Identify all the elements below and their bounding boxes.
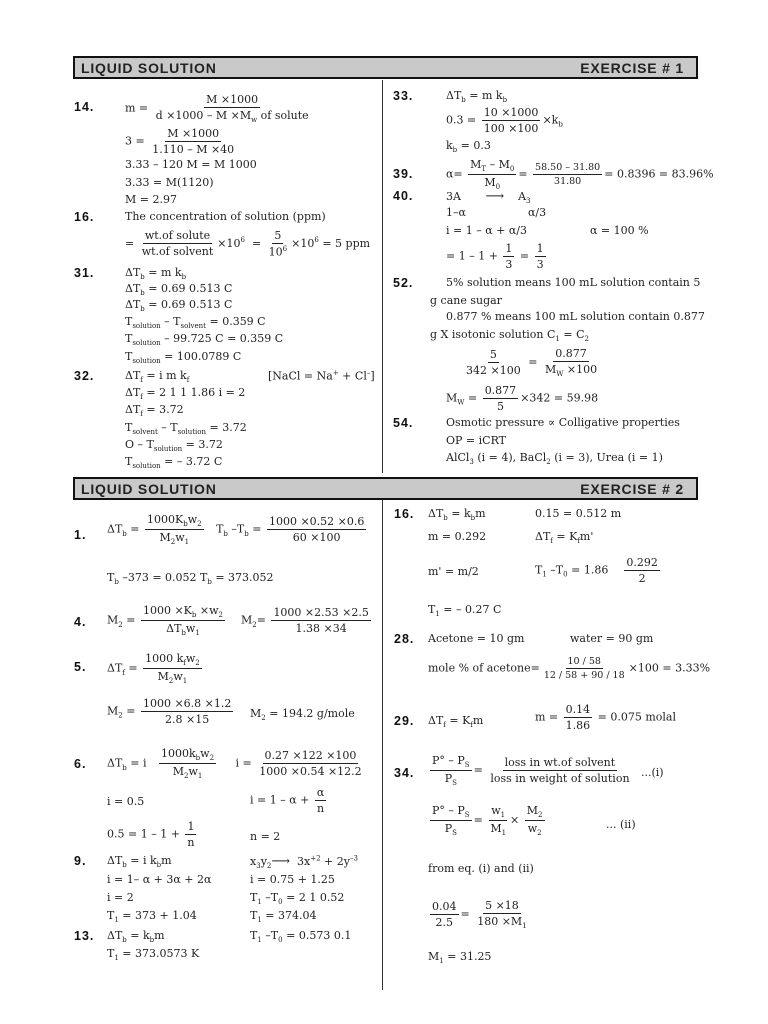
question-number: 9.	[74, 854, 87, 868]
q31-line-5: $T_{solution} - 99.725$ C = 0.359 C	[125, 332, 284, 348]
column-divider	[382, 80, 383, 473]
q32-line-1: $\Delta T_f = i$ m $k_f$	[125, 369, 190, 385]
q13-line-1b: $T_1$ $-T_0 = 0.573$ 0.1	[250, 929, 352, 945]
q39-equation: α= $\frac{M_T - M_0}{M_0}$ = $\frac{58.50 - 31.80}{31.80}$ = 0.8396 = 83.96%	[446, 158, 714, 192]
q54-line-3: AlCl$_3$ (i = 4), BaCl$_2$ (i = 3), Urea (i = 1)	[446, 451, 663, 467]
q34-equation-1: $\frac{P^\circ - P_S}{P_S}$ = loss in wt.of solvent loss in weight of solution	[432, 754, 630, 788]
question-number: 14.	[74, 100, 95, 114]
q5-result: $M_2 = 194.2$ g/mole	[250, 707, 355, 723]
q16b-line-2: m = 0.292	[428, 530, 487, 543]
question-number: 5.	[74, 660, 87, 674]
q32-line-4: $T_{solvent} - T_{solution} = 3.72$	[125, 421, 247, 437]
q14-equation-1: m = M ×1000 $d \times 1000 - M \times M_w$ of solute	[125, 93, 309, 125]
q32-line-5: $O - T_{solution} = 3.72$	[125, 438, 223, 454]
q31-line-1: $\Delta T_b = m$ $k_b$	[125, 266, 187, 282]
q40-line-4: = 1 – 1 + $\frac{1}{3}$ = $\frac{1}{3}$	[446, 242, 544, 271]
q1-line-2: $T_b$ –373 = 0.052 $T_b = 373.052$	[107, 571, 274, 587]
q34-result: $M_1 = 31.25$	[428, 950, 492, 966]
question-number: 29.	[394, 714, 415, 728]
q40-line-1: 3A ⟶ $A_3$	[446, 189, 531, 206]
q28-line-1b: water = 90 gm	[570, 632, 654, 645]
q9-line-1b: $x_3y_2⟶$ $3x^{+2} + 2y^{-3}$	[250, 854, 358, 871]
question-number: 6.	[74, 757, 87, 771]
q33-line-1: $\Delta T_b = m$ $k_b$	[446, 89, 508, 105]
exercise-label: EXERCISE # 1	[580, 60, 684, 76]
exercise-label: EXERCISE # 2	[580, 481, 684, 497]
q32-line-2: $\Delta T_f = 2$ 1 1 1.86 i = 2	[125, 386, 246, 402]
question-number: 33.	[393, 89, 414, 103]
q14-line-5: M = 2.97	[125, 193, 177, 206]
q54-line-2: OP = iCRT	[446, 434, 506, 447]
q16b-line-1b: 0.15 = 0.512 m	[535, 507, 622, 520]
q5-equation: $\Delta T_f$ = 1000 $k_fw_2$ $M_2w_1$	[107, 652, 200, 686]
q16b-line-2b: $\Delta T_f = K_fm'$	[535, 530, 594, 546]
q32-line-3: $\Delta T_f = 3.72$	[125, 403, 184, 419]
reaction-arrow-icon: ⟶	[271, 854, 291, 869]
q6-equation: $\Delta T_b = i$ $1000k_bw_2$ $M_2w_1$ i = $\frac{0.27 \times 122 \times 100}{1000 \times 0.54 \times 12.2}$	[107, 747, 362, 781]
q52-line-3: 0.877 % means 100 mL solution contain 0.877	[446, 310, 705, 323]
question-number: 54.	[393, 416, 414, 430]
q31-line-4: $T_{solution} - T_{solvent} = 0.359$ C	[125, 315, 266, 331]
q34-tag-1: ...(i)	[641, 766, 664, 779]
question-number: 28.	[394, 632, 415, 646]
exercise-1-header	[73, 56, 698, 79]
q40-line-3b: α = 100 %	[590, 224, 649, 237]
q6-line-2b: i = 1 – α + $\frac{\alpha}{n}$	[250, 786, 325, 815]
reaction-arrow-icon: ⟶	[485, 189, 505, 204]
question-number: 1.	[74, 528, 87, 542]
q16b-line-4: $T_1$ = – 0.27 C	[428, 603, 502, 619]
q14-equation-2: 3 = $\frac{M \times 1000}{1.110 - M \times 40}$	[125, 127, 235, 156]
q16b-line-3b: $T_1$ $-T_0 = 1.86$ $\frac{0.292}{2}$	[535, 556, 658, 585]
q14-line-4: 3.33 = M(1120)	[125, 176, 214, 189]
section-title: LIQUID SOLUTION	[81, 481, 217, 497]
q14-line-3: 3.33 – 120 M = M 1000	[125, 158, 257, 171]
q16b-line-3: m' = m/2	[428, 565, 479, 578]
q40-line-2a: 1–α	[446, 206, 466, 219]
q34-line-3: from eq. (i) and (ii)	[428, 862, 534, 875]
q6-line-2: i = 0.5	[107, 795, 145, 808]
q9-line-3b: $T_1$ $-T_0 = 2$ 1 0.52	[250, 891, 345, 907]
q28-line-1: Acetone = 10 gm	[428, 632, 525, 645]
q6-line-3: 0.5 = 1 – 1 + $\frac{1}{n}$	[107, 820, 195, 849]
question-number: 40.	[393, 189, 414, 203]
q34-equation-3: $\frac{0.04}{2.5}$ = $\frac{5 \times 18}{180 \times M_1}$	[432, 899, 527, 931]
question-number: 16.	[74, 210, 95, 224]
question-number: 39.	[393, 167, 414, 181]
q34-tag-2: ... (ii)	[606, 818, 636, 831]
question-number: 4.	[74, 615, 87, 629]
q9-line-2b: i = 0.75 + 1.25	[250, 873, 335, 886]
q9-line-4b: $T_1 = 374.04$	[250, 909, 317, 925]
question-number: 13.	[74, 929, 95, 943]
q31-line-3: $\Delta T_b = 0.69$ 0.513 C	[125, 298, 233, 314]
q5-line-2: $M_2$ = $\frac{1000 \times 6.8 \times 1.2}{2.8 \times 15}$	[107, 697, 232, 726]
q31-line-6: $T_{solution} = 100.0789$ C	[125, 350, 242, 366]
q52-line-4: g X isotonic solution $C_1 = C_2$	[430, 328, 589, 344]
q33-equation: 0.3 = $\frac{10 \times 1000}{100 \times 100}$ $\times k_b$	[446, 106, 563, 135]
q52-line-1: 5% solution means 100 mL solution contain 5	[446, 276, 701, 289]
q29-equation: m = $\frac{0.14}{1.86}$ = 0.075 molal	[535, 703, 677, 732]
q4-equation: $M_2$ = $1000 \times K_b \times w_2$ $\Delta T_bw_1$ $M_2=$ $\frac{1000 \times 2.53 \times 2.5}{1.38 \times 34}$	[107, 604, 369, 638]
question-number: 52.	[393, 276, 414, 290]
q13-line-2: $T_1 = 373.0573$ K	[107, 947, 200, 963]
q29-line-1: $\Delta T_f = K_fm$	[428, 714, 484, 730]
q16-equation: = wt.of solute wt.of solvent $\times 10^6$ = $\frac{5}{10^6}$ $\times 10^6 = 5$ ppm	[125, 229, 371, 259]
q40-line-2b: α/3	[528, 206, 547, 219]
q16-line-1: The concentration of solution (ppm)	[125, 210, 326, 223]
column-divider	[382, 500, 383, 990]
q54-line-1: Osmotic pressure ∝ Colligative properties	[446, 416, 680, 429]
q1-equation: $\Delta T_b$ = $1000K_bw_2$ $M_2w_1$ $T_b$ $-T_b$ = $\frac{1000 \times 0.52 \times 0.6}{60 \times 100}$	[107, 513, 365, 547]
q13-line-1: $\Delta T_b = k_bm$	[107, 929, 165, 945]
q9-line-3: i = 2	[107, 891, 134, 904]
q40-line-3: i = 1 – α + α/3	[446, 224, 527, 237]
exercise-2-header	[73, 477, 698, 500]
q9-line-4: $T_1 = 373 + 1.04$	[107, 909, 197, 925]
q9-line-1: $\Delta T_b = i$ $k_bm$	[107, 854, 172, 870]
q52-line-2: g cane sugar	[430, 294, 502, 307]
q6-line-3b: n = 2	[250, 830, 281, 843]
question-number: 16.	[394, 507, 415, 521]
question-number: 31.	[74, 266, 95, 280]
question-number: 34.	[394, 766, 415, 780]
q34-equation-2: $\frac{P^\circ - P_S}{P_S}$ = $\frac{w_1}{M_1}$ × $\frac{M_2}{w_2}$	[432, 804, 543, 838]
q52-result: $M_W$ = $\frac{0.877}{5}$ ×342 = 59.98	[446, 384, 599, 413]
q16b-line-1: $\Delta T_b = k_bm$	[428, 507, 486, 523]
q31-line-2: $\Delta T_b = 0.69$ 0.513 C	[125, 282, 233, 298]
q32-nacl-note: [NaCl = Na+ + Cl–]	[268, 369, 375, 383]
q33-line-3: $k_b = 0.3$	[446, 139, 491, 155]
q28-equation: mole % of acetone= $\frac{10 / 58}{12 / 58 + 90 / 18}$ ×100 = 3.33%	[428, 656, 711, 681]
question-number: 32.	[74, 369, 95, 383]
q9-line-2: i = 1– α + 3α + 2α	[107, 873, 212, 886]
q52-equation: $\frac{5}{342 \times 100}$ = $\frac{0.877}{M_W \times 100}$	[466, 347, 598, 379]
section-title: LIQUID SOLUTION	[81, 60, 217, 76]
q32-line-6: $T_{solution}$ = – 3.72 C	[125, 455, 223, 471]
